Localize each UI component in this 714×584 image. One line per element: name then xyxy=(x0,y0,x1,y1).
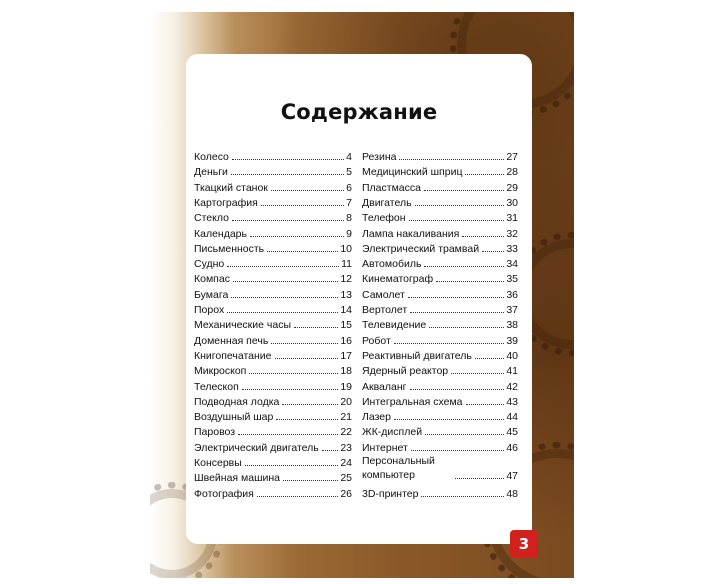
entry-title: Робот xyxy=(362,334,391,347)
dot-leader xyxy=(411,450,504,451)
entry-page-number: 38 xyxy=(506,319,518,332)
entry-title: Подводная лодка xyxy=(194,395,280,408)
dot-leader xyxy=(399,159,504,160)
entry-page-number: 21 xyxy=(340,411,352,424)
contents-panel xyxy=(186,54,532,544)
contents-entry xyxy=(194,362,352,377)
dot-leader xyxy=(409,220,505,221)
dot-leader xyxy=(282,404,338,405)
dot-leader xyxy=(425,434,504,435)
entry-title: Консервы xyxy=(194,457,242,469)
entry-title: Фотография xyxy=(194,487,254,500)
entry-title: Воздушный шар xyxy=(194,411,274,424)
entry-page-number: 48 xyxy=(506,487,518,500)
entry-title: Самолет xyxy=(362,288,405,301)
entry-title: 3D-принтер xyxy=(362,487,419,500)
contents-entry xyxy=(194,179,352,194)
entry-title: Автомобиль xyxy=(362,258,422,271)
contents-entry xyxy=(194,485,352,500)
dot-leader xyxy=(424,266,504,267)
dot-leader xyxy=(465,174,504,175)
entry-page-number: 4 xyxy=(346,151,352,163)
entry-page-number: 6 xyxy=(346,181,352,194)
entry-page-number: 33 xyxy=(506,242,518,255)
contents-entry xyxy=(194,194,352,209)
entry-page-number: 25 xyxy=(340,472,352,485)
entry-page-number: 47 xyxy=(506,470,518,482)
entry-page-number: 42 xyxy=(506,380,518,393)
contents-entry xyxy=(362,316,518,331)
dot-leader xyxy=(462,236,504,237)
dot-leader xyxy=(267,251,338,252)
dot-leader xyxy=(250,236,344,237)
dot-leader xyxy=(294,327,338,328)
dot-leader xyxy=(415,205,505,206)
dot-leader xyxy=(261,205,344,206)
contents-entry xyxy=(362,255,518,270)
dot-leader xyxy=(275,358,339,359)
entry-title: Календарь xyxy=(194,227,247,240)
dot-leader xyxy=(394,343,504,344)
dot-leader xyxy=(424,190,504,191)
entry-page-number: 5 xyxy=(346,166,352,179)
contents-entry xyxy=(362,332,518,347)
contents-entry xyxy=(194,439,352,454)
entry-page-number: 37 xyxy=(506,304,518,316)
dot-leader xyxy=(410,389,505,390)
entry-title: Книгопечатание xyxy=(194,349,272,362)
contents-entry xyxy=(194,393,352,408)
contents-entry xyxy=(362,378,518,393)
entry-title: Пластмасса xyxy=(362,181,421,194)
dot-leader xyxy=(475,358,504,359)
dot-leader xyxy=(482,251,504,252)
entry-page-number: 27 xyxy=(506,151,518,163)
entry-page-number: 18 xyxy=(340,365,352,378)
entry-page-number: 43 xyxy=(506,395,518,408)
contents-entry xyxy=(194,209,352,224)
entry-title: Реактивный двигатель xyxy=(362,349,472,362)
contents-entry xyxy=(362,454,518,482)
contents-entry xyxy=(194,270,352,285)
dot-leader xyxy=(451,373,504,374)
entry-page-number: 39 xyxy=(506,334,518,347)
contents-entry xyxy=(362,240,518,255)
contents-entry xyxy=(194,286,352,301)
contents-entry xyxy=(194,378,352,393)
entry-page-number: 46 xyxy=(506,441,518,454)
dot-leader xyxy=(283,480,338,481)
dot-leader xyxy=(466,404,505,405)
contents-entry xyxy=(362,194,518,209)
dot-leader xyxy=(271,190,344,191)
contents-entry xyxy=(194,316,352,331)
book-page xyxy=(150,12,574,578)
contents-entry xyxy=(362,286,518,301)
entry-page-number: 19 xyxy=(340,380,352,393)
entry-title: Ядерный реактор xyxy=(362,365,449,378)
contents-entry xyxy=(362,270,518,285)
entry-page-number: 15 xyxy=(340,319,352,332)
entry-page-number: 8 xyxy=(346,212,352,225)
entry-page-number: 40 xyxy=(506,349,518,362)
contents-entry xyxy=(194,240,352,255)
contents-entry xyxy=(194,148,352,163)
entry-page-number: 29 xyxy=(506,181,518,194)
dot-leader xyxy=(233,281,338,282)
dot-leader xyxy=(238,434,338,435)
page-number-badge: 3 xyxy=(510,530,538,558)
dot-leader xyxy=(408,297,505,298)
dot-leader xyxy=(231,174,344,175)
contents-entry xyxy=(194,163,352,178)
entry-page-number: 30 xyxy=(506,196,518,209)
entry-page-number: 16 xyxy=(340,334,352,347)
dot-leader xyxy=(227,312,338,313)
entry-page-number: 10 xyxy=(340,242,352,255)
dot-leader xyxy=(421,496,504,497)
entry-title: Колесо xyxy=(194,151,229,163)
entry-title: Деньги xyxy=(194,166,228,179)
entry-page-number: 34 xyxy=(506,258,518,271)
contents-entry xyxy=(194,469,352,484)
entry-title: Медицинский шприц xyxy=(362,166,463,179)
contents-entry xyxy=(362,393,518,408)
entry-title: Паровоз xyxy=(194,426,236,439)
entry-title: Картография xyxy=(194,196,258,209)
entry-title: Акваланг xyxy=(362,380,407,393)
entry-title: Телескоп xyxy=(194,380,239,393)
entry-page-number: 7 xyxy=(346,196,352,209)
contents-entry xyxy=(194,454,352,469)
entry-page-number: 31 xyxy=(506,212,518,225)
entry-page-number: 36 xyxy=(506,288,518,301)
contents-entry xyxy=(362,408,518,423)
contents-entry xyxy=(362,347,518,362)
contents-entry xyxy=(194,301,352,316)
contents-entry xyxy=(362,179,518,194)
contents-entry xyxy=(362,439,518,454)
contents-entry xyxy=(194,347,352,362)
dot-leader xyxy=(232,220,344,221)
contents-entry xyxy=(362,423,518,438)
entry-title: Швейная машина xyxy=(194,472,281,485)
entry-title: Судно xyxy=(194,258,225,271)
entry-page-number: 23 xyxy=(340,441,352,454)
entry-title: Двигатель xyxy=(362,196,412,209)
entry-title: Телефон xyxy=(362,212,406,225)
entry-title: Персональный компьютер xyxy=(362,455,435,481)
entry-page-number: 13 xyxy=(340,288,352,301)
entry-title: Телевидение xyxy=(362,319,427,332)
contents-entry xyxy=(362,225,518,240)
entry-title: Лазер xyxy=(362,411,391,424)
entry-page-number: 20 xyxy=(340,395,352,408)
contents-entry xyxy=(362,209,518,224)
entry-page-number: 41 xyxy=(506,365,518,378)
entry-page-number: 12 xyxy=(340,273,352,286)
dot-leader xyxy=(436,281,504,282)
entry-title: Электрический трамвай xyxy=(362,242,480,255)
contents-entry xyxy=(362,362,518,377)
entry-title: Порох xyxy=(194,304,225,316)
dot-leader xyxy=(394,419,504,420)
entry-page-number: 26 xyxy=(340,487,352,500)
entry-title: Электрический двигатель xyxy=(194,441,319,454)
entry-page-number: 11 xyxy=(341,258,352,271)
entry-title: Интернет xyxy=(362,441,408,454)
dot-leader xyxy=(322,450,339,451)
entry-title: Бумага xyxy=(194,288,229,301)
entry-title: Резина xyxy=(362,151,397,163)
entry-title: Интегральная схема xyxy=(362,395,463,408)
entry-page-number: 35 xyxy=(506,273,518,286)
dot-leader xyxy=(410,312,504,313)
entry-page-number: 9 xyxy=(346,227,352,240)
dot-leader xyxy=(245,465,339,466)
entry-title: Доменная печь xyxy=(194,334,269,347)
contents-entry xyxy=(194,332,352,347)
entry-page-number: 14 xyxy=(340,304,352,316)
contents-entry xyxy=(194,255,352,270)
entry-page-number: 44 xyxy=(506,411,518,424)
dot-leader xyxy=(429,327,504,328)
entry-page-number: 22 xyxy=(340,426,352,439)
entry-title: ЖК-дисплей xyxy=(362,426,423,439)
dot-leader xyxy=(232,159,344,160)
contents-entry xyxy=(194,423,352,438)
contents-entry xyxy=(362,148,518,163)
dot-leader xyxy=(271,343,338,344)
entry-title: Механические часы xyxy=(194,319,291,332)
dot-leader xyxy=(242,389,339,390)
entry-title: Лампа накаливания xyxy=(362,227,460,240)
dot-leader xyxy=(227,266,339,267)
entry-page-number: 32 xyxy=(506,227,518,240)
dot-leader xyxy=(455,478,504,479)
entry-title: Вертолет xyxy=(362,304,408,316)
entry-title: Компас xyxy=(194,273,230,286)
entry-title: Ткацкий станок xyxy=(194,181,268,194)
entry-title: Письменность xyxy=(194,242,265,255)
entry-title: Кинематограф xyxy=(362,273,434,286)
contents-entry xyxy=(194,225,352,240)
entry-title: Стекло xyxy=(194,212,229,225)
dot-leader xyxy=(231,297,338,298)
contents-entry xyxy=(194,408,352,423)
contents-entry xyxy=(362,163,518,178)
contents-entry xyxy=(362,301,518,316)
entry-page-number: 45 xyxy=(506,426,518,439)
contents-title: Содержание xyxy=(280,100,438,124)
dot-leader xyxy=(249,373,338,374)
entry-title: Микроскоп xyxy=(194,365,247,378)
entry-page-number: 28 xyxy=(506,166,518,179)
entry-page-number: 17 xyxy=(340,349,352,362)
contents-entry xyxy=(362,485,518,500)
dot-leader xyxy=(257,496,338,497)
dot-leader xyxy=(276,419,338,420)
entry-page-number: 24 xyxy=(340,457,352,469)
